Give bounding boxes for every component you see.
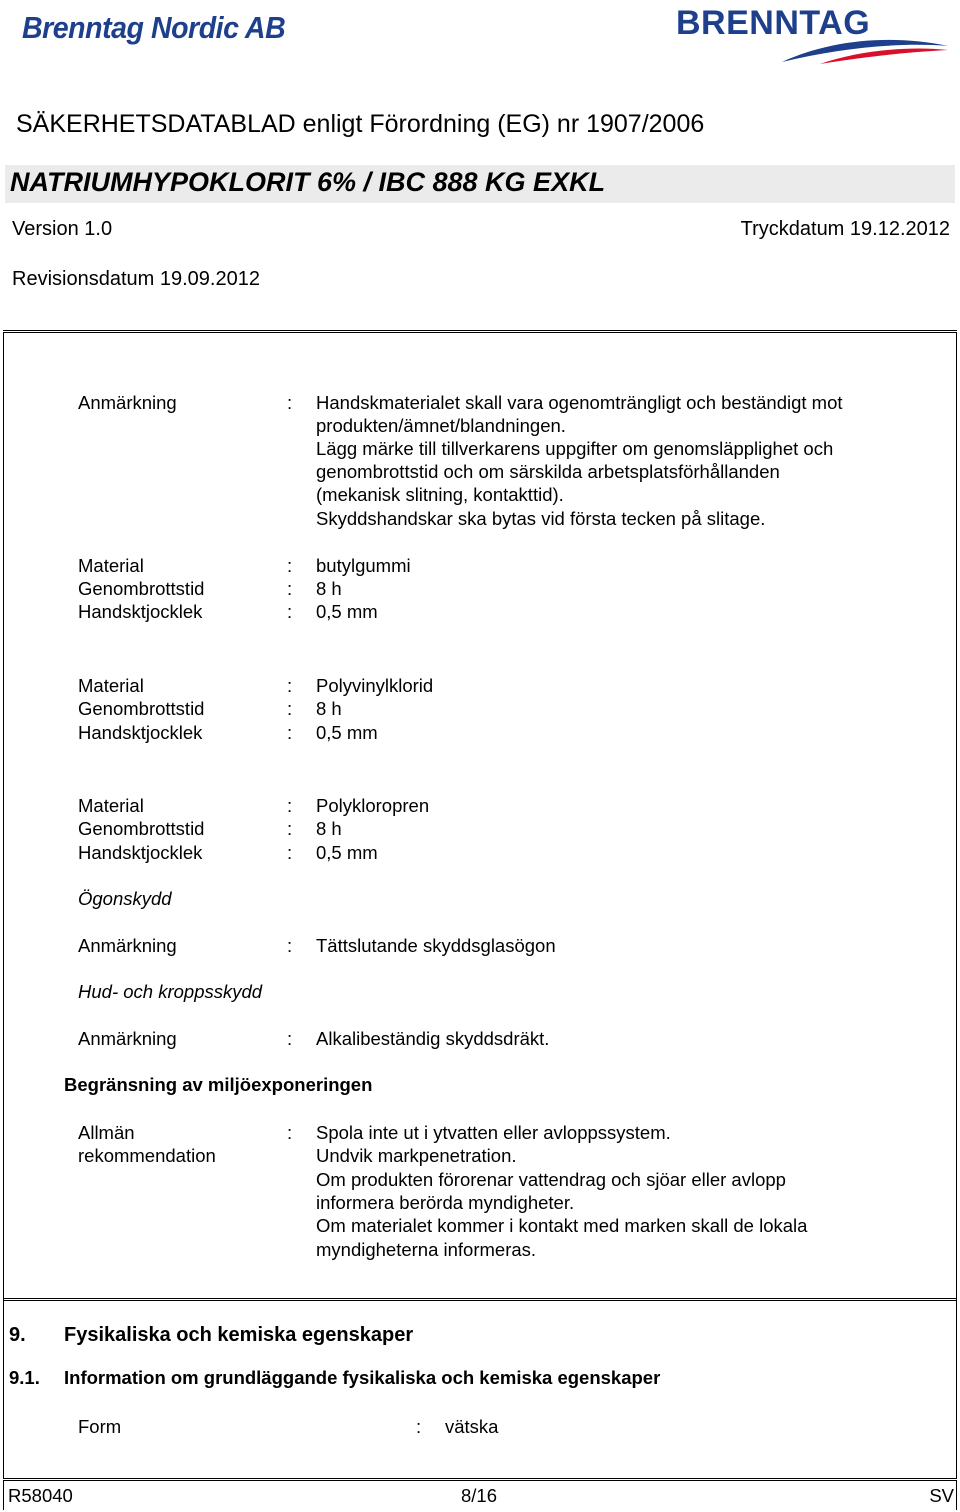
glove-thickness-label: Handsktjocklek xyxy=(78,601,203,622)
separator: : xyxy=(287,601,293,622)
glove-remark-label: Anmärkning xyxy=(78,392,177,413)
eye-protection-heading: Ögonskydd xyxy=(78,888,172,909)
separator: : xyxy=(287,1028,293,1049)
footer-left-rule xyxy=(3,1480,4,1510)
subsection-title: Information om grundläggande fysikaliska och kemiska egenskaper xyxy=(64,1367,661,1388)
breakthrough-time-value: 8 h xyxy=(316,578,342,599)
frame-top-rule xyxy=(3,330,957,333)
breakthrough-time-label: Genombrottstid xyxy=(78,698,205,719)
material-label: Material xyxy=(78,675,144,696)
glove-thickness-value: 0,5 mm xyxy=(316,601,378,622)
section-title: Fysikaliska och kemiska egenskaper xyxy=(64,1324,414,1346)
separator: : xyxy=(287,392,293,413)
form-value: vätska xyxy=(445,1416,499,1437)
brand-swoosh-icon xyxy=(780,36,950,66)
footer-rule xyxy=(3,1478,957,1481)
footer-doc-id: R58040 xyxy=(8,1485,73,1506)
revision-date: Revisionsdatum 19.09.2012 xyxy=(12,268,260,290)
material-value: Polyvinylklorid xyxy=(316,675,434,696)
skin-remark-label: Anmärkning xyxy=(78,1028,177,1049)
separator: : xyxy=(287,842,293,863)
separator: : xyxy=(287,555,293,576)
separator: : xyxy=(287,795,293,816)
separator: : xyxy=(416,1416,422,1437)
breakthrough-time-value: 8 h xyxy=(316,818,342,839)
glove-remark-line: Lägg märke till tillverkarens uppgifter om genomsläpplighet och xyxy=(316,438,834,459)
breakthrough-time-value: 8 h xyxy=(316,698,342,719)
skin-protection-heading: Hud- och kroppsskydd xyxy=(78,981,263,1002)
separator: : xyxy=(287,818,293,839)
material-label: Material xyxy=(78,555,144,576)
glove-thickness-label: Handsktjocklek xyxy=(78,722,203,743)
environment-label: rekommendation xyxy=(78,1145,216,1166)
material-label: Material xyxy=(78,795,144,816)
breakthrough-time-label: Genombrottstid xyxy=(78,578,205,599)
environment-line: Undvik markpenetration. xyxy=(316,1145,517,1166)
environment-heading: Begränsning av miljöexponeringen xyxy=(64,1074,373,1095)
footer-page-number: 8/16 xyxy=(461,1485,498,1506)
glove-remark-line: Handskmaterialet skall vara ogenomträngligt och beständigt mot xyxy=(316,392,843,413)
product-name: NATRIUMHYPOKLORIT 6% / IBC 888 KG EXKL xyxy=(10,167,606,197)
environment-line: Spola inte ut i ytvatten eller avloppssystem. xyxy=(316,1122,671,1143)
glove-remark-line: genombrottstid och om särskilda arbetsplatsförhållanden xyxy=(316,461,780,482)
brand-logo-text: BRENNTAG xyxy=(676,4,871,42)
document-title: SÄKERHETSDATABLAD enligt Förordning (EG) nr 1907/2006 xyxy=(16,110,705,138)
glove-thickness-label: Handsktjocklek xyxy=(78,842,203,863)
separator: : xyxy=(287,578,293,599)
environment-line: Om materialet kommer i kontakt med marken skall de lokala xyxy=(316,1215,808,1236)
print-date: Tryckdatum 19.12.2012 xyxy=(740,218,950,240)
separator: : xyxy=(287,935,293,956)
environment-label: Allmän xyxy=(78,1122,135,1143)
environment-line: myndigheterna informeras. xyxy=(316,1239,537,1260)
glove-remark-line: produkten/ämnet/blandningen. xyxy=(316,415,566,436)
glove-remark-line: (mekanisk slitning, kontakttid). xyxy=(316,484,564,505)
breakthrough-time-label: Genombrottstid xyxy=(78,818,205,839)
glove-thickness-value: 0,5 mm xyxy=(316,842,378,863)
glove-thickness-value: 0,5 mm xyxy=(316,722,378,743)
environment-line: informera berörda myndigheter. xyxy=(316,1192,575,1213)
version: Version 1.0 xyxy=(12,218,113,240)
separator: : xyxy=(287,722,293,743)
skin-remark-value: Alkalibeständig skyddsdräkt. xyxy=(316,1028,550,1049)
footer-language: SV xyxy=(929,1485,954,1506)
frame-right-rule xyxy=(956,332,957,1479)
eye-remark-value: Tättslutande skyddsglasögon xyxy=(316,935,556,956)
material-value: Polykloropren xyxy=(316,795,430,816)
separator: : xyxy=(287,1122,293,1143)
glove-remark-line: Skyddshandskar ska bytas vid första tecken på slitage. xyxy=(316,508,766,529)
section-divider xyxy=(3,1298,957,1301)
form-label: Form xyxy=(78,1416,122,1437)
frame-left-rule xyxy=(3,332,4,1479)
separator: : xyxy=(287,698,293,719)
section-number: 9. xyxy=(9,1324,26,1346)
subsection-number: 9.1. xyxy=(9,1367,40,1388)
environment-line: Om produkten förorenar vattendrag och sjöar eller avlopp xyxy=(316,1169,786,1190)
footer-right-rule xyxy=(956,1480,957,1510)
company-logo: Brenntag Nordic AB xyxy=(22,10,286,45)
brand-logo xyxy=(672,2,954,68)
eye-remark-label: Anmärkning xyxy=(78,935,177,956)
material-value: butylgummi xyxy=(316,555,411,576)
separator: : xyxy=(287,675,293,696)
